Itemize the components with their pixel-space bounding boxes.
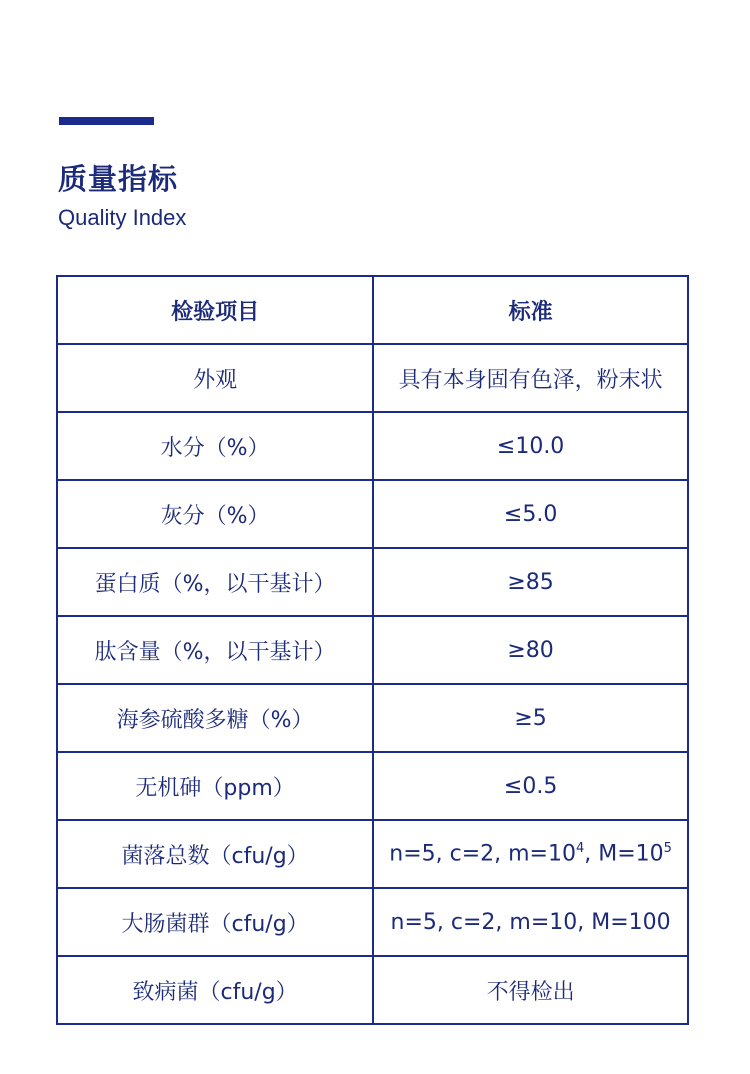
- cell-item: 蛋白质（%，以干基计）: [57, 548, 373, 616]
- cell-standard: ≤0.5: [373, 752, 688, 820]
- table-row: [57, 820, 688, 888]
- table-row: [57, 684, 688, 752]
- cell-standard: n=5, c=2, m=10, M=100: [373, 888, 688, 956]
- standard-text: , M=10: [584, 841, 664, 867]
- cell-standard: [373, 820, 688, 888]
- cell-standard: ≥85: [373, 548, 688, 616]
- cell-standard: 具有本身固有色泽，粉末状: [373, 344, 688, 412]
- table-row: [57, 616, 688, 684]
- cell-item: 肽含量（%，以干基计）: [57, 616, 373, 684]
- exponent: 5: [663, 841, 672, 857]
- table-row: [57, 888, 688, 956]
- table-row: [57, 480, 688, 548]
- cell-standard: ≤5.0: [373, 480, 688, 548]
- section-title: 质量指标: [58, 162, 179, 196]
- cell-standard: ≤10.0: [373, 412, 688, 480]
- column-header-item: 检验项目: [57, 276, 373, 344]
- cell-item: 大肠菌群（cfu/g）: [57, 888, 373, 956]
- cell-item: 海参硫酸多糖（%）: [57, 684, 373, 752]
- cell-standard: 不得检出: [373, 956, 688, 1024]
- table-row: [57, 752, 688, 820]
- table-row: [57, 956, 688, 1024]
- exponent: 4: [575, 841, 585, 857]
- cell-item: 致病菌（cfu/g）: [57, 956, 373, 1024]
- cell-standard: ≥5: [373, 684, 688, 752]
- cell-standard: ≥80: [373, 616, 688, 684]
- cell-item: 外观: [57, 344, 373, 412]
- quality-index-table: [56, 275, 689, 1025]
- column-header-standard: 标准: [373, 276, 688, 344]
- cell-item: 灰分（%）: [57, 480, 373, 548]
- accent-bar: [59, 117, 154, 125]
- cell-item: 无机砷（ppm）: [57, 752, 373, 820]
- table-row: [57, 344, 688, 412]
- table-row: [57, 412, 688, 480]
- table-row: [57, 548, 688, 616]
- cell-item: 水分（%）: [57, 412, 373, 480]
- table-header-row: [57, 276, 688, 344]
- cell-item: 菌落总数（cfu/g）: [57, 820, 373, 888]
- section-subtitle: Quality Index: [58, 205, 187, 230]
- standard-text: n=5, c=2, m=10: [389, 841, 576, 867]
